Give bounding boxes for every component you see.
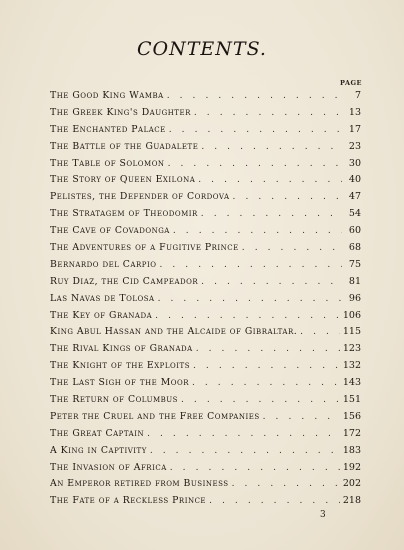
entry-page-number: 202 [342, 478, 361, 490]
dot-leader [173, 223, 342, 240]
entry-page-number: 172 [342, 427, 361, 439]
entry-page-number: 60 [348, 225, 361, 237]
dot-leader [201, 139, 342, 156]
contents-entry [50, 257, 361, 274]
entry-page-number: 7 [354, 90, 361, 101]
contents-entry [50, 139, 361, 156]
dot-leader [159, 257, 342, 274]
contents-entry [50, 122, 361, 139]
dot-leader [198, 172, 342, 189]
entry-page-number: 123 [342, 343, 361, 355]
entry-page-number: 23 [348, 140, 361, 152]
entry-page-number: 156 [342, 410, 361, 422]
dot-leader [169, 122, 342, 139]
entry-page-number: 68 [348, 242, 361, 254]
entry-page-number: 143 [342, 377, 361, 389]
entry-title: The Story of Queen Exilona [50, 174, 196, 186]
contents-entry [50, 443, 361, 460]
dot-leader [263, 409, 340, 426]
entry-title: The Fate of a Reckless Prince [50, 495, 207, 507]
entry-title: The Adventures of a Fugitive Prince [50, 242, 239, 254]
entry-page-number: 47 [348, 191, 361, 203]
entry-page-number: 106 [342, 309, 361, 321]
entry-page-number: 96 [348, 292, 361, 304]
entry-page-number: 132 [342, 360, 361, 372]
dot-leader [209, 493, 340, 510]
entry-page-number: 192 [342, 461, 361, 473]
entry-page-number: 75 [348, 258, 361, 270]
contents-entry [50, 375, 361, 392]
contents-list [50, 88, 361, 510]
contents-entry [50, 291, 361, 308]
dot-leader [181, 392, 340, 409]
contents-entry [50, 358, 361, 375]
contents-entry [50, 172, 361, 189]
contents-entry [50, 409, 361, 426]
entry-title: Ruy Diaz, the Cid Campeador [50, 275, 199, 287]
contents-entry [50, 341, 361, 358]
folio-page-number: 3 [320, 510, 326, 520]
page-column-label: PAGE [340, 79, 362, 87]
page-title: CONTENTS. [137, 38, 267, 60]
dot-leader [242, 240, 342, 257]
contents-entry [50, 206, 361, 223]
dot-leader [147, 426, 340, 443]
entry-title: The Great Captain [50, 427, 145, 439]
entry-title: The Battle of the Guadalete [50, 140, 199, 152]
contents-entry [50, 476, 361, 493]
entry-title: The Cave of Covadonga [50, 225, 170, 237]
entry-title: The Last Sigh of the Moor [50, 377, 189, 389]
dot-leader [170, 460, 340, 477]
entry-title: King Abul Hassan and the Alcaide of Gibraltar. [50, 326, 298, 338]
entry-page-number: 115 [342, 326, 361, 338]
entry-title: The Rival Kings of Granada [50, 343, 193, 355]
entry-title: The Return of Columbus [50, 394, 178, 406]
entry-title: The Table of Solomon [50, 157, 165, 169]
dot-leader [300, 324, 340, 341]
dot-leader [201, 274, 342, 291]
contents-entry [50, 274, 361, 291]
entry-page-number: 183 [342, 444, 361, 456]
entry-title: The Good King Wamba [50, 90, 164, 101]
contents-entry [50, 308, 361, 325]
dot-leader [193, 358, 340, 375]
entry-page-number: 13 [348, 106, 361, 118]
dot-leader [233, 189, 342, 206]
entry-title: A King in Captivity [50, 444, 147, 456]
entry-title: The Greek King's Daughter [50, 106, 191, 118]
entry-title: The Enchanted Palace [50, 123, 166, 135]
dot-leader [196, 341, 340, 358]
dot-leader [192, 375, 340, 392]
entry-title: The Key of Granada [50, 309, 153, 321]
entry-title: Bernardo del Carpio [50, 258, 157, 270]
entry-title: Pelistes, the Defender of Cordova [50, 191, 230, 203]
entry-page-number: 151 [342, 394, 361, 406]
dot-leader [167, 88, 342, 105]
entry-page-number: 81 [348, 275, 361, 287]
entry-page-number: 40 [348, 174, 361, 186]
contents-entry [50, 105, 361, 122]
entry-title: The Knight of the Exploits [50, 360, 191, 372]
contents-entry [50, 189, 361, 206]
contents-entry [50, 88, 361, 105]
entry-title: The Stratagem of Theodomir [50, 208, 198, 220]
entry-page-number: 17 [348, 123, 361, 135]
contents-entry [50, 493, 361, 510]
contents-entry [50, 460, 361, 477]
entry-page-number: 218 [342, 495, 361, 507]
entry-title: Las Navas de Tolosa [50, 292, 155, 304]
dot-leader [150, 443, 340, 460]
contents-entry [50, 240, 361, 257]
dot-leader [155, 308, 340, 325]
dot-leader [168, 156, 342, 173]
contents-entry [50, 426, 361, 443]
contents-entry [50, 324, 361, 341]
dot-leader [232, 476, 340, 493]
dot-leader [194, 105, 342, 122]
dot-leader [158, 291, 342, 308]
entry-title: The Invasion of Africa [50, 461, 167, 473]
contents-entry [50, 223, 361, 240]
entry-page-number: 30 [348, 157, 361, 169]
entry-page-number: 54 [348, 208, 361, 220]
entry-title: An Emperor retired from Business [50, 478, 229, 490]
dot-leader [201, 206, 342, 223]
entry-title: Peter the Cruel and the Free Companies [50, 410, 260, 422]
contents-entry [50, 156, 361, 173]
contents-entry [50, 392, 361, 409]
